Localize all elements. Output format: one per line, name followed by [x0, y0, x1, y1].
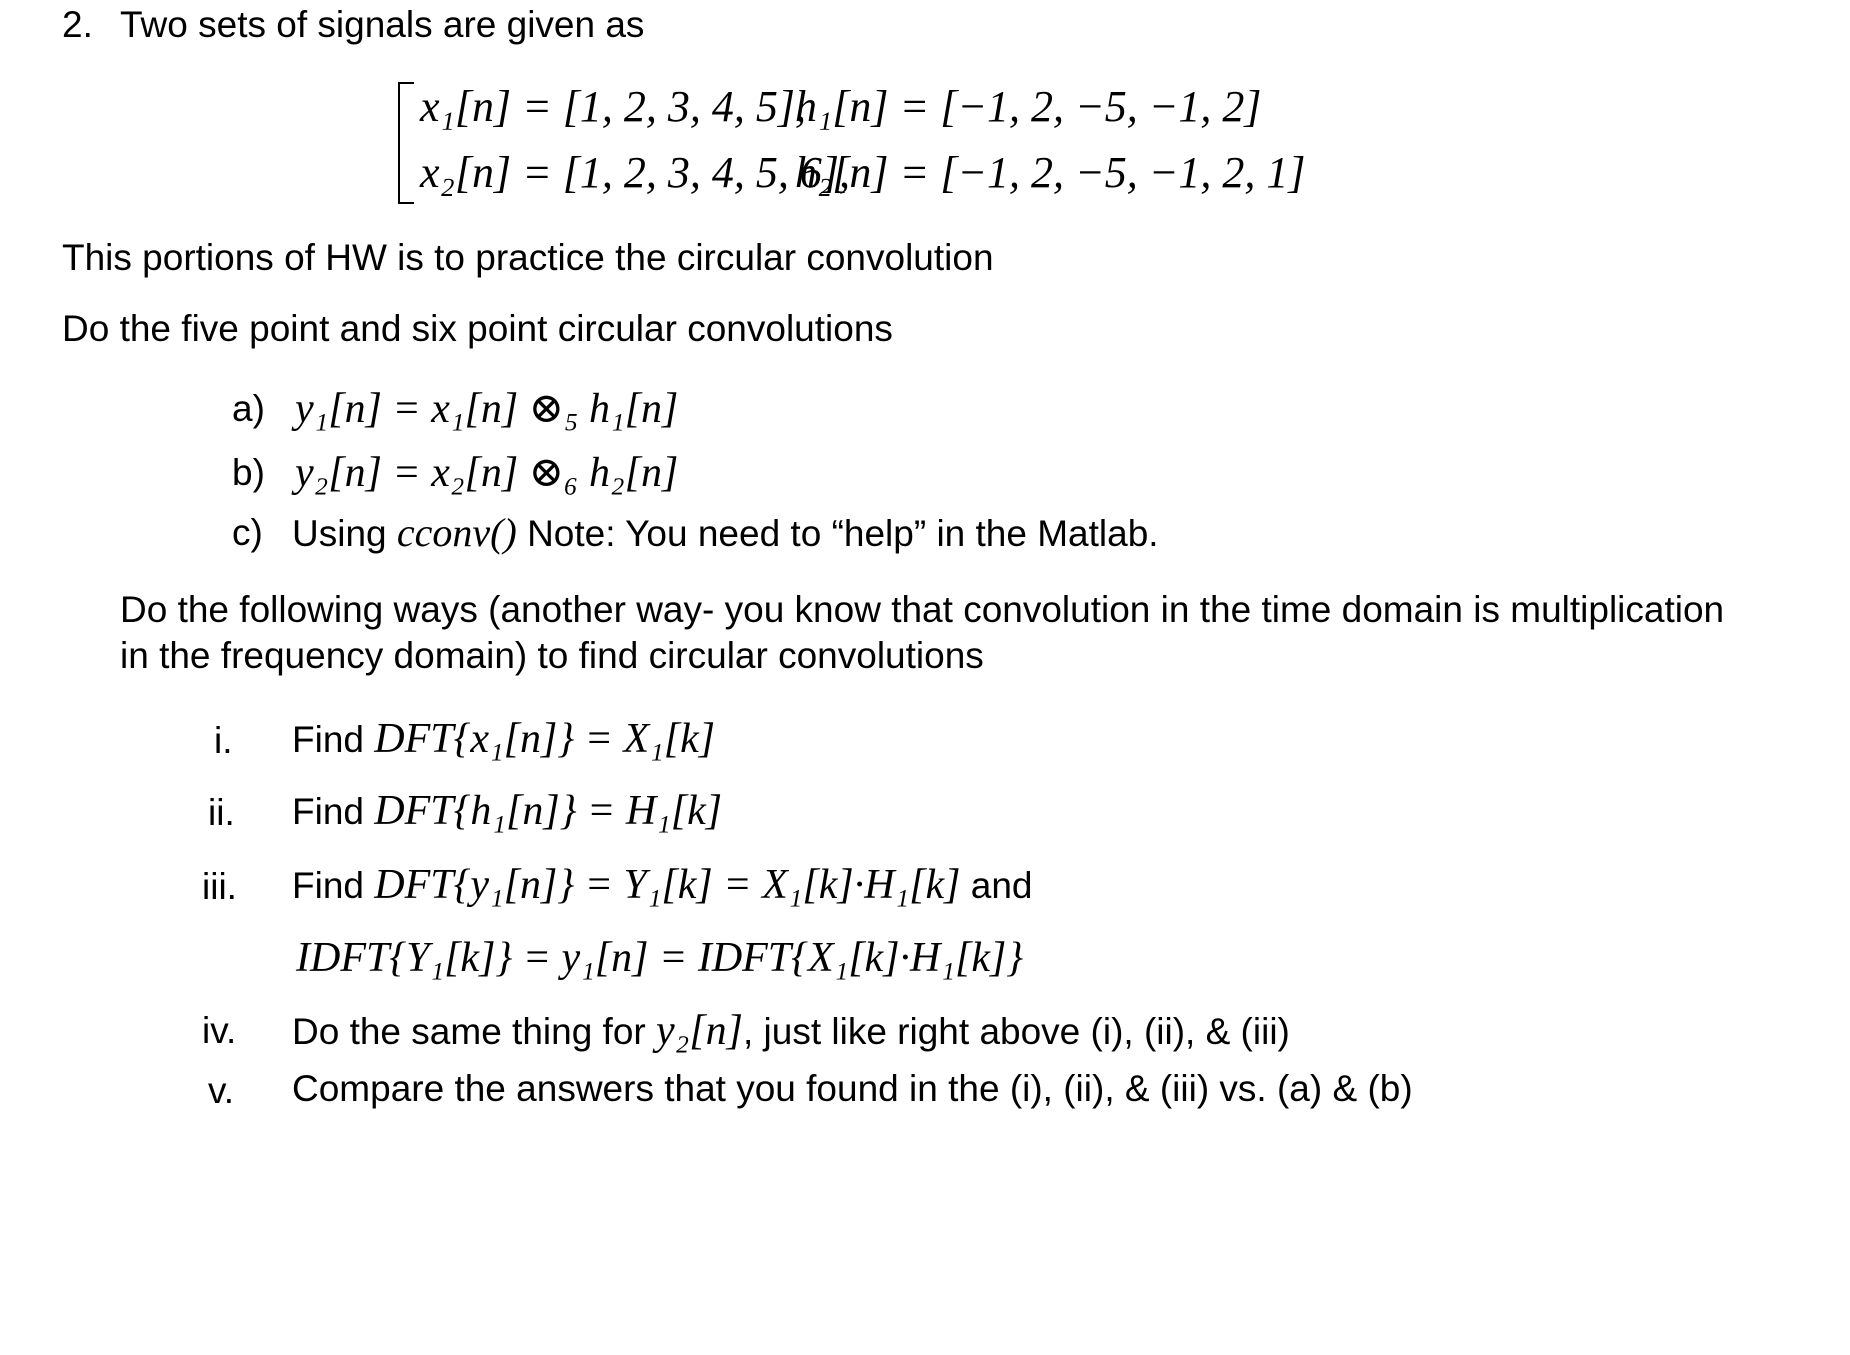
step-v-text: Compare the answers that you found in the (i), (ii), & (iii) vs. (a) & (b) [292, 1068, 1413, 1109]
step-iv-equation: y₂[n] [656, 1008, 743, 1054]
part-c-label: c) [232, 512, 263, 553]
step-iii-label: iii. [202, 866, 237, 907]
problem-number: 2. [62, 4, 93, 45]
part-a-label: a) [232, 388, 265, 429]
part-b-equation: y₂[n] = x₂[n] ⊗₆ h₂[n] [295, 450, 679, 496]
signal-x1: x₁[n] = [1, 2, 3, 4, 5], [420, 82, 807, 131]
instructions-line-2: in the frequency domain) to find circular convolutions [120, 635, 984, 676]
step-ii-line [292, 788, 722, 835]
problem-title: Two sets of signals are given as [120, 4, 645, 45]
step-i-label: i. [214, 720, 233, 761]
step-iii-line [292, 862, 1032, 909]
step-ii-equation: DFT{h₁[n]} = H₁[k] [374, 788, 723, 834]
step-iv-text: Do the same thing for [292, 1011, 657, 1052]
signal-x2: x₂[n] = [1, 2, 3, 4, 5, 6], [420, 148, 851, 197]
step-iii-equation: DFT{y₁[n]} = Y₁[k] = X₁[k]·H₁[k] [374, 862, 961, 908]
step-i-text: Find [292, 719, 375, 760]
step-i-line [292, 716, 715, 763]
step-iv-label: iv. [202, 1010, 237, 1051]
intro-line-1: This portions of HW is to practice the circular convolution [62, 237, 994, 278]
instructions-line-1: Do the following ways (another way- you know that convolution in the time domain is multiplication [120, 589, 1725, 630]
signal-h1: h₁[n] = [−1, 2, −5, −1, 2] [795, 82, 1262, 131]
intro-line-2: Do the five point and six point circular convolutions [62, 308, 893, 349]
signal-h2: h₂[n] = [−1, 2, −5, −1, 2, 1] [795, 148, 1306, 197]
part-c-text-post: Note: You need to “help” in the Matlab. [516, 513, 1159, 554]
step-iv-text-post: , just like right above (i), (ii), & (iii) [742, 1011, 1290, 1052]
part-c-line [292, 510, 1159, 557]
step-v-label: v. [208, 1070, 235, 1111]
step-iii-text-post: and [960, 865, 1033, 906]
step-iii-idft-equation: IDFT{Y₁[k]} = y₁[n] = IDFT{X₁[k]·H₁[k]} [296, 935, 1024, 981]
signals-left-bracket [398, 82, 414, 204]
part-a-equation: y₁[n] = x₁[n] ⊗₅ h₁[n] [295, 386, 679, 432]
step-ii-label: ii. [208, 792, 235, 833]
step-iv-line [292, 1008, 1290, 1055]
step-i-equation: DFT{x₁[n]} = X₁[k] [374, 716, 716, 762]
step-iii-text: Find [292, 865, 375, 906]
part-b-label: b) [232, 452, 265, 493]
part-c-text-pre: Using [292, 513, 397, 554]
step-ii-text: Find [292, 791, 375, 832]
part-c-function: cconv() [396, 510, 517, 555]
